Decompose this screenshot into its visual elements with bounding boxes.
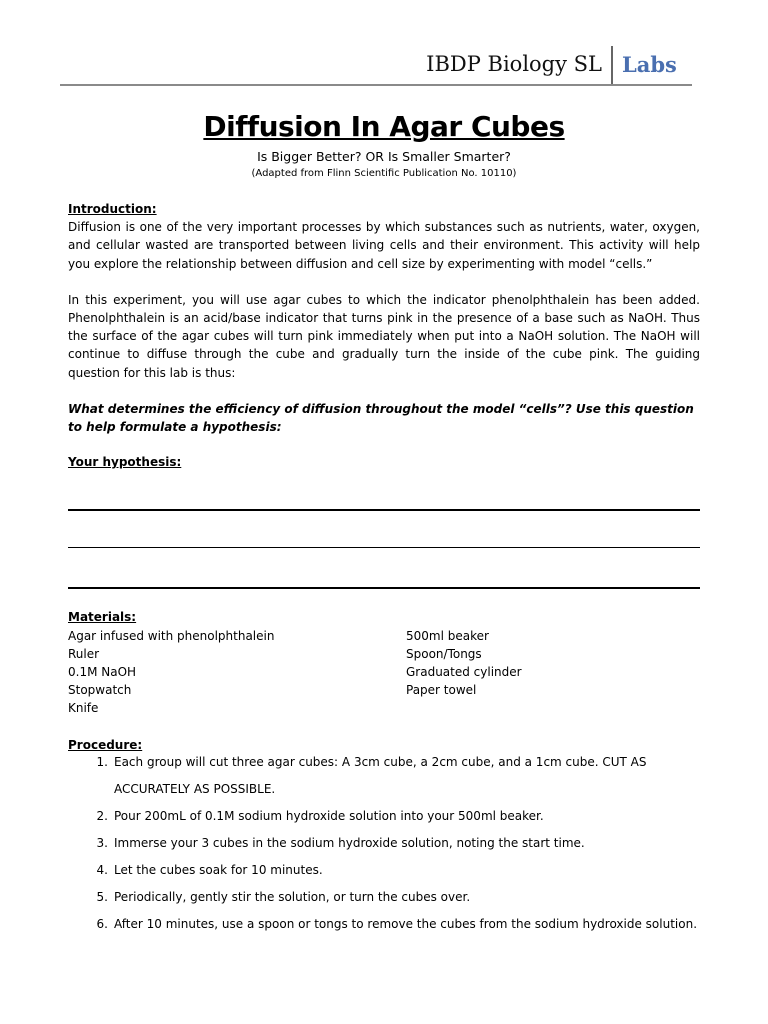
introduction-paragraph-1: Diffusion is one of the very important processes by which substances such as nutrients, water, oxygen, and cellular wasted are transported between living cells and their environment. This activity will help you explore the relationship between diffusion and cell size by experimenting with model “cells.” xyxy=(68,220,700,271)
section-name: Labs xyxy=(622,52,677,77)
material-item: 500ml beaker xyxy=(406,629,489,643)
step-text: Let the cubes soak for 10 minutes. xyxy=(114,863,323,877)
step-number: 1. xyxy=(96,755,108,769)
procedure-section xyxy=(68,736,700,754)
page-title: Diffusion In Agar Cubes xyxy=(203,110,565,143)
introduction-label: Introduction: xyxy=(68,202,157,216)
hypothesis-section xyxy=(68,453,700,471)
hypothesis-line-1 xyxy=(68,509,700,511)
step-number: 5. xyxy=(96,890,108,904)
introduction-paragraph-2: In this experiment, you will use agar cubes to which the indicator phenolphthalein has been added. Phenolphthalein is an acid/base indicator that turns pink in the presence of a base such as NaOH. Thus the surface of the agar cubes will turn pink immediately when put into a NaOH solution. The NaOH will continue to diffuse through the cube and gradually turn the inside of the cube pink. The guiding question for this lab is thus: xyxy=(68,292,700,380)
hypothesis-line-2 xyxy=(68,547,700,548)
material-item: Agar infused with phenolphthalein xyxy=(68,629,275,643)
introduction-section xyxy=(68,200,700,436)
source-note: (Adapted from Flinn Scientific Publication No. 10110) xyxy=(251,168,517,179)
materials-section xyxy=(68,608,700,626)
header-rule xyxy=(60,84,692,86)
materials-label: Materials: xyxy=(68,610,137,624)
step-text: ACCURATELY AS POSSIBLE. xyxy=(114,782,276,796)
material-item: Knife xyxy=(68,701,99,715)
page-subtitle: Is Bigger Better? OR Is Smaller Smarter? xyxy=(257,149,511,164)
material-item: Ruler xyxy=(68,647,100,661)
material-item: Graduated cylinder xyxy=(406,665,522,679)
step-number: 6. xyxy=(96,917,108,931)
step-text: After 10 minutes, use a spoon or tongs to remove the cubes from the sodium hydroxide solution. xyxy=(114,917,698,931)
page-header xyxy=(0,44,768,86)
step-number: 2. xyxy=(96,809,108,823)
material-item: 0.1M NaOH xyxy=(68,665,137,679)
step-number: 3. xyxy=(96,836,108,850)
course-name: IBDP Biology SL xyxy=(426,52,602,76)
material-item: Spoon/Tongs xyxy=(406,647,482,661)
material-item: Stopwatch xyxy=(68,683,132,697)
guiding-question: What determines the efficiency of diffusion throughout the model “cells”? Use this question to help formulate a hypothesis: xyxy=(68,401,694,435)
step-text: Immerse your 3 cubes in the sodium hydroxide solution, noting the start time. xyxy=(114,836,585,850)
hypothesis-label: Your hypothesis: xyxy=(68,455,182,469)
step-text: Pour 200mL of 0.1M sodium hydroxide solution into your 500ml beaker. xyxy=(114,809,544,823)
materials-list-left xyxy=(68,627,274,717)
hypothesis-line-3 xyxy=(68,587,700,589)
step-text: Each group will cut three agar cubes: A 3cm cube, a 2cm cube, and a 1cm cube. CUT AS xyxy=(114,755,647,769)
step-number: 4. xyxy=(96,863,108,877)
procedure-label: Procedure: xyxy=(68,738,143,752)
material-item: Paper towel xyxy=(406,683,477,697)
step-text: Periodically, gently stir the solution, or turn the cubes over. xyxy=(114,890,471,904)
materials-list-right xyxy=(406,627,522,699)
header-separator xyxy=(611,46,613,84)
